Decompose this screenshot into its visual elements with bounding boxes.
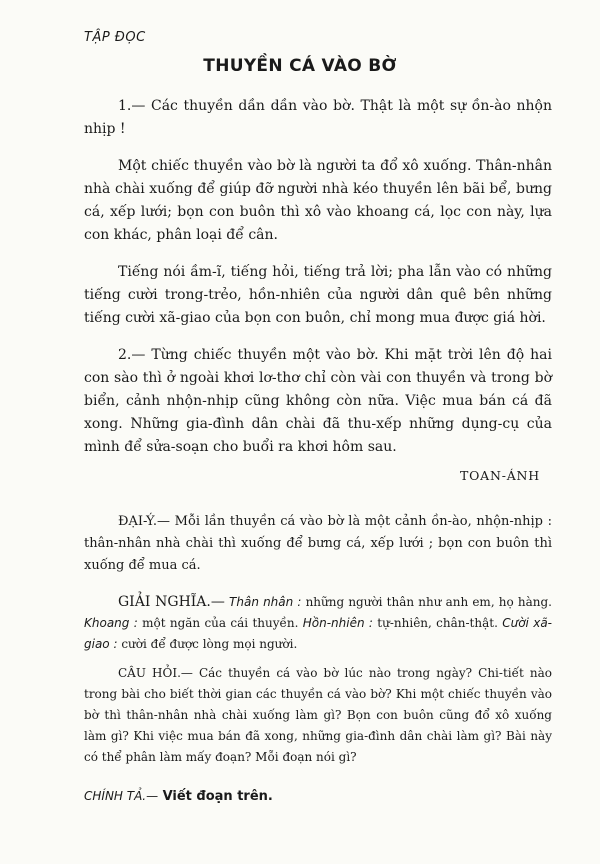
glossary-term: Hồn-nhiên : <box>302 616 373 630</box>
page-title: THUYỀN CÁ VÀO BỜ <box>203 56 397 76</box>
paragraph-4: 2.— Từng chiếc thuyền một vào bờ. Khi mặt trời lên độ hai con sào thì ở ngoài khơi lơ-thơ chỉ còn vài con thuyền và trong bờ biển, cảnh nhộn-nhịp cũng không còn nữa. Việc mua bán cá đã xong. Những gia-đình dân chài đã thu-xếp những dụng-cụ của mình để sửa-soạn cho buổi ra khơi hôm sau. <box>84 347 552 455</box>
dictation-text: Viết đoạn trên. <box>162 789 273 804</box>
glossary-heading: GIẢI NGHĨA.— <box>118 594 225 610</box>
glossary-definition: tự-nhiên, chân-thật. <box>372 616 503 630</box>
glossary-definition: một ngăn của cái thuyền. <box>137 616 303 630</box>
glossary-definition: những người thân như anh em, họ hàng. <box>301 595 552 609</box>
glossary-term: Cười xã-giao : <box>84 616 553 651</box>
dictation <box>84 788 273 804</box>
paragraph-3: Tiếng nói ầm-ĩ, tiếng hỏi, tiếng trả lời; pha lẫn vào có những tiếng cười trong-trẻo, hồn-nhiên của người dân quê bên những tiếng cười xã-giao của bọn con buôn, chỉ mong mua được giá hời. <box>84 264 552 326</box>
questions: CÂU HỎI.— Các thuyền cá vào bờ lúc nào trong ngày? Chi-tiết nào trong bài cho biết thời gian các thuyền cá vào bờ? Khi một chiếc thuyền vào bờ thì thân-nhân nhà chài xuống làm gì? Bọn con buôn cũng đổ xô xuống làm gì? Khi việc mua bán đã xong, những gia-đình dân chài làm gì? Bài này có thể phân làm mấy đoạn? Mỗi đoạn nói gì? <box>84 666 552 764</box>
main-idea: ĐẠI-Ý.— Mỗi lần thuyền cá vào bờ là một cảnh ồn-ào, nhộn-nhịp : thân-nhân nhà chài thì xuống để bưng cá, xếp lưới ; bọn con buôn thì xuống để mua cá. <box>84 514 552 573</box>
glossary-term: Thân nhân : <box>229 595 302 609</box>
glossary-definition: cười để được lòng mọi người. <box>117 637 298 651</box>
glossary <box>84 592 552 655</box>
paragraph-1: 1.— Các thuyền dần dần vào bờ. Thật là một sự ồn-ào nhộn nhịp ! <box>84 98 552 137</box>
paragraph-2: Một chiếc thuyền vào bờ là người ta đổ xô xuống. Thân-nhân nhà chài xuống để giúp đỡ người nhà kéo thuyền lên bãi bể, bưng cá, xếp lưới; bọn con buôn thì xô vào khoang cá, lọc con này, lựa con khác, phân loại để cân. <box>84 158 552 243</box>
author-name: TOAN-ÁNH <box>459 468 540 483</box>
section-tag: TẬP ĐỌC <box>84 30 146 45</box>
dictation-label: CHÍNH TẢ.— <box>84 789 159 803</box>
reading-passage <box>84 95 552 473</box>
glossary-term: Khoang : <box>84 616 138 630</box>
